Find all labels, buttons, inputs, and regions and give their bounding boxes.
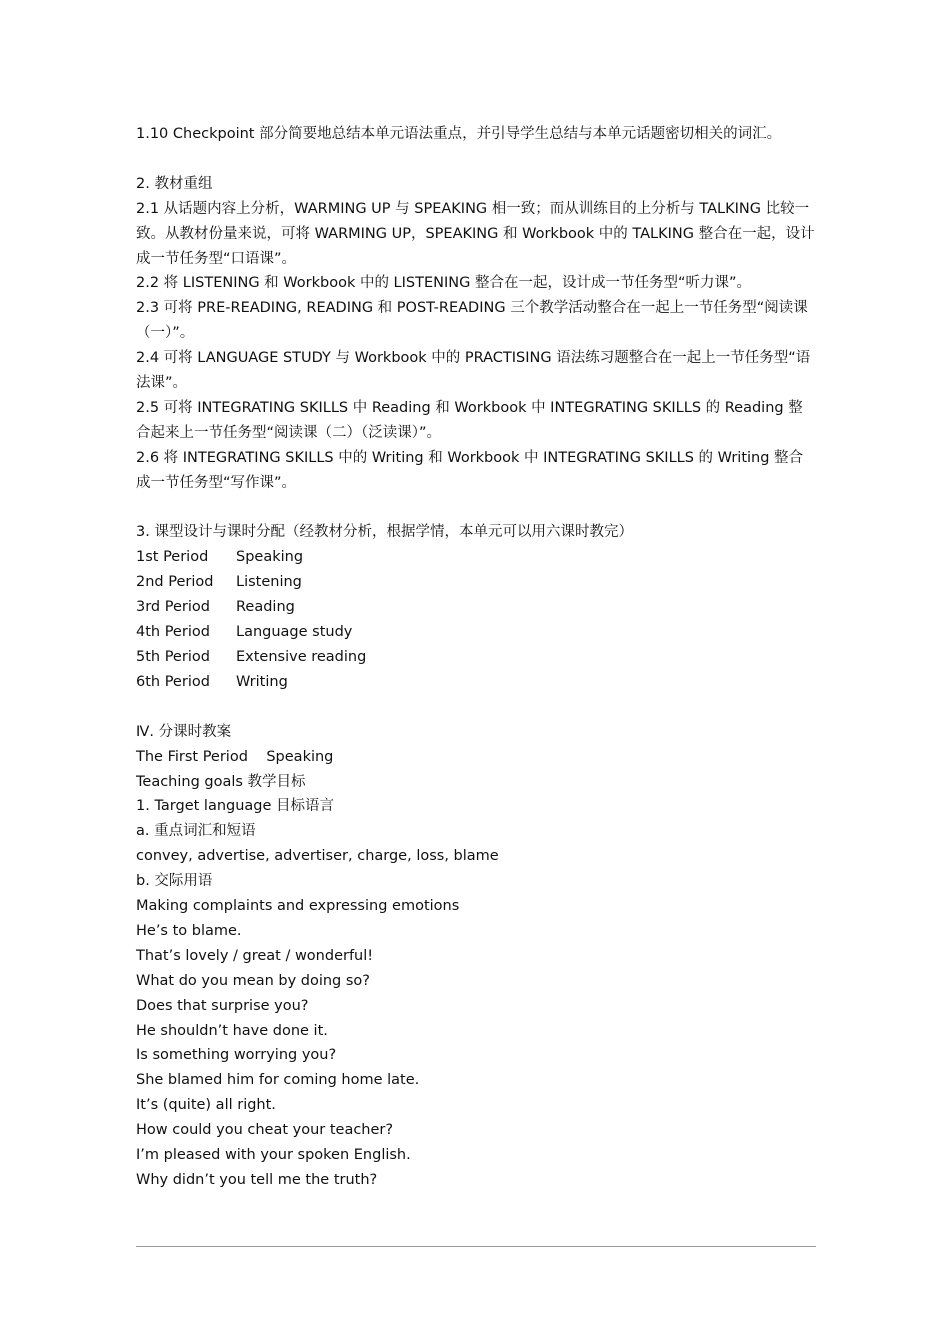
spacer	[136, 496, 816, 521]
period-row	[136, 670, 816, 695]
period-type: Speaking	[236, 549, 304, 566]
spacer	[136, 147, 816, 172]
period-row	[136, 595, 816, 620]
period-type: Language study	[236, 624, 353, 641]
footer-divider	[136, 1246, 816, 1247]
expression-line: I’m pleased with your spoken English.	[136, 1147, 411, 1164]
vocabulary-list: convey, advertise, advertiser, charge, loss, blame	[136, 848, 499, 865]
expression-line: She blamed him for coming home late.	[136, 1072, 420, 1089]
section-3-heading: 3. 课型设计与课时分配（经教材分析，根据学情，本单元可以用六课时教完）	[136, 524, 633, 541]
period-row	[136, 570, 816, 595]
period-type: Writing	[236, 673, 288, 690]
expression-line: He shouldn’t have done it.	[136, 1022, 328, 1039]
spacer	[136, 695, 816, 720]
expression-line: Does that surprise you?	[136, 997, 309, 1014]
section-4-heading: Ⅳ. 分课时教案	[136, 723, 232, 740]
teaching-goals-heading: Teaching goals 教学目标	[136, 773, 306, 790]
period-name: 4th Period	[136, 624, 210, 641]
expression-line: Why didn’t you tell me the truth?	[136, 1172, 378, 1189]
paragraph-2-6: 2.6 将 INTEGRATING SKILLS 中的 Writing 和 Workbook 中 INTEGRATING SKILLS 的 Writing 整合成一节任务型“写作课”。	[136, 449, 804, 491]
period-type: Extensive reading	[236, 649, 367, 665]
section-2-heading: 2. 教材重组	[136, 175, 213, 192]
document-body	[136, 122, 816, 1193]
period-row	[136, 645, 816, 670]
period-name: 1st Period	[136, 549, 209, 566]
sub-heading-b: b. 交际用语	[136, 873, 213, 890]
expression-line: Making complaints and expressing emotions	[136, 898, 460, 915]
paragraph-2-5: 2.5 可将 INTEGRATING SKILLS 中 Reading 和 Workbook 中 INTEGRATING SKILLS 的 Reading 整合起来上一节任务型“阅读课（二）（泛读课）”。	[136, 399, 803, 441]
period-type: Reading	[236, 599, 295, 616]
expression-line: It’s (quite) all right.	[136, 1097, 276, 1114]
period-row	[136, 545, 816, 570]
paragraph-1-10: 1.10 Checkpoint 部分简要地总结本单元语法重点，并引导学生总结与本单元话题密切相关的词汇。	[136, 126, 782, 142]
period-name: 3rd Period	[136, 599, 210, 616]
period-row	[136, 620, 816, 645]
paragraph-2-4: 2.4 可将 LANGUAGE STUDY 与 Workbook 中的 PRACTISING 语法练习题整合在一起上一节任务型“语法课”。	[136, 350, 811, 392]
expression-line: That’s lovely / great / wonderful!	[136, 947, 374, 964]
first-period-title: The First Period Speaking	[136, 748, 334, 765]
period-name: 6th Period	[136, 673, 210, 690]
expression-line: Is something worrying you?	[136, 1047, 337, 1064]
period-name: 2nd Period	[136, 574, 214, 591]
paragraph-2-2: 2.2 将 LISTENING 和 Workbook 中的 LISTENING 整合在一起，设计成一节任务型“听力课”。	[136, 275, 751, 292]
expression-line: He’s to blame.	[136, 922, 242, 939]
paragraph-2-3: 2.3 可将 PRE-READING, READING 和 POST-READING 三个教学活动整合在一起上一节任务型“阅读课（一）”。	[136, 300, 808, 342]
expression-line: How could you cheat your teacher?	[136, 1122, 394, 1139]
expression-line: What do you mean by doing so?	[136, 972, 370, 989]
sub-heading-a: a. 重点词汇和短语	[136, 823, 256, 840]
period-name: 5th Period	[136, 649, 210, 665]
target-language-heading: 1. Target language 目标语言	[136, 798, 335, 815]
paragraph-2-1: 2.1 从话题内容上分析，WARMING UP 与 SPEAKING 相一致；而从训练目的上分析与 TALKING 比较一致。从教材份量来说，可将 WARMING UP，SPEAKING 和 Workbook 中的 TALKING 整合在一起，设计成一节任务型“口语课”。	[136, 200, 815, 267]
period-type: Listening	[236, 574, 302, 591]
